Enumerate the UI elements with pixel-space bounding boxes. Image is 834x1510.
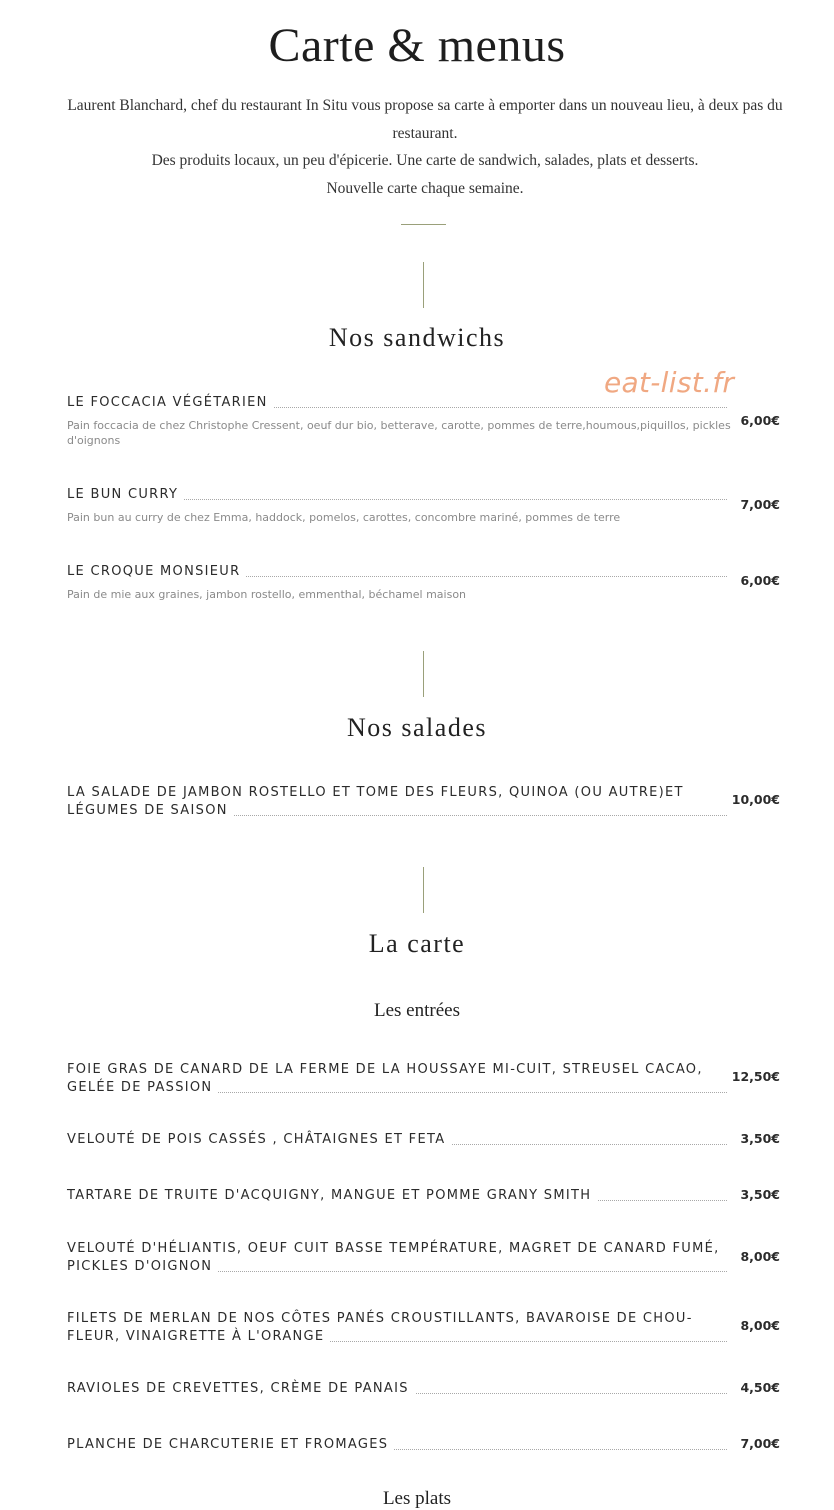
item-description: Pain bun au curry de chez Emma, haddock, pomelos, carottes, concombre mariné, pommes de terre	[67, 511, 621, 524]
vertical-divider	[423, 651, 424, 697]
menu-item	[67, 1436, 780, 1454]
item-name-row	[67, 1310, 727, 1346]
intro-line: Nouvelle carte chaque semaine.	[326, 179, 524, 197]
menu-item	[67, 1310, 780, 1346]
item-name-row	[67, 563, 727, 581]
item-name: VELOUTÉ DE POIS CASSÉS , CHÂTAIGNES ET FETA	[67, 1132, 451, 1147]
divider	[401, 224, 446, 225]
item-name: VELOUTÉ D'HÉLIANTIS, OEUF CUIT BASSE TEMPÉRATURE, MAGRET DE CANARD FUMÉ, PICKLES D'OIGNON	[67, 1241, 720, 1274]
item-name-row	[67, 1131, 727, 1149]
subsection-title-plats: Les plats	[382, 1488, 452, 1509]
menu-item	[67, 563, 780, 602]
item-price: 10,00€	[731, 792, 780, 807]
item-name: LA SALADE DE JAMBON ROSTELLO ET TOME DES FLEURS, QUINOA (OU AUTRE)ET LÉGUMES DE SAISON	[67, 785, 684, 818]
intro-line: Des produits locaux, un peu d'épicerie. Une carte de sandwich, salades, plats et desserts.	[151, 152, 699, 169]
menu-item	[67, 1131, 780, 1149]
menu-item	[67, 1380, 780, 1398]
item-name: LE FOCCACIA VÉGÉTARIEN	[67, 395, 274, 410]
item-price: 6,00€	[740, 573, 780, 588]
item-name-row	[67, 784, 727, 820]
watermark-logo: eat-list.fr	[604, 366, 735, 399]
section-title-salades: Nos salades	[347, 713, 487, 742]
item-price: 12,50€	[731, 1069, 780, 1084]
item-price: 3,50€	[740, 1131, 780, 1146]
item-name-row	[67, 1380, 727, 1398]
page-title: Carte & menus	[268, 19, 566, 72]
item-price: 3,50€	[740, 1187, 780, 1202]
item-name: FOIE GRAS DE CANARD DE LA FERME DE LA HOUSSAYE MI-CUIT, STREUSEL CACAO, GELÉE DE PASSION	[67, 1062, 703, 1095]
menu-item	[67, 1240, 780, 1276]
intro-text	[50, 92, 800, 202]
item-name-row	[67, 1240, 727, 1276]
item-name-row	[67, 1061, 727, 1097]
item-price: 6,00€	[740, 413, 780, 428]
section-title-sandwichs: Nos sandwichs	[328, 323, 506, 352]
menu-item	[67, 394, 780, 448]
item-price: 8,00€	[740, 1249, 780, 1264]
item-name-row	[67, 486, 727, 504]
item-name-row	[67, 394, 727, 412]
item-name: LE CROQUE MONSIEUR	[67, 564, 246, 579]
vertical-divider	[423, 867, 424, 913]
item-description: Pain de mie aux graines, jambon rostello, emmenthal, béchamel maison	[67, 588, 467, 601]
item-name: LE BUN CURRY	[67, 487, 184, 502]
menu-item	[67, 784, 780, 820]
vertical-divider	[423, 262, 424, 308]
intro-line: Laurent Blanchard, chef du restaurant In Situ vous propose sa carte à emporter dans un nouveau lieu, à deux pas du restaurant.	[67, 97, 783, 142]
item-name: FILETS DE MERLAN DE NOS CÔTES PANÉS CROUSTILLANTS, BAVAROISE DE CHOU-FLEUR, VINAIGRETTE À L'ORANGE	[67, 1311, 693, 1344]
menu-item	[67, 1061, 780, 1097]
subsection-title-entrees: Les entrées	[374, 1000, 460, 1021]
menu-item	[67, 1187, 780, 1205]
section-title-carte: La carte	[368, 929, 466, 958]
item-price: 7,00€	[740, 497, 780, 512]
item-name: PLANCHE DE CHARCUTERIE ET FROMAGES	[67, 1437, 394, 1452]
item-price: 4,50€	[740, 1380, 780, 1395]
item-name: TARTARE DE TRUITE D'ACQUIGNY, MANGUE ET POMME GRANY SMITH	[67, 1188, 597, 1203]
item-name: RAVIOLES DE CREVETTES, CRÈME DE PANAIS	[67, 1381, 415, 1396]
item-price: 7,00€	[740, 1436, 780, 1451]
item-name-row	[67, 1187, 727, 1205]
item-description: Pain foccacia de chez Christophe Cressent, oeuf dur bio, betterave, carotte, pommes de terre,houmous,piquillos, pickles d'oignons	[67, 419, 731, 447]
item-price: 8,00€	[740, 1318, 780, 1333]
item-name-row	[67, 1436, 727, 1454]
menu-item	[67, 486, 780, 525]
